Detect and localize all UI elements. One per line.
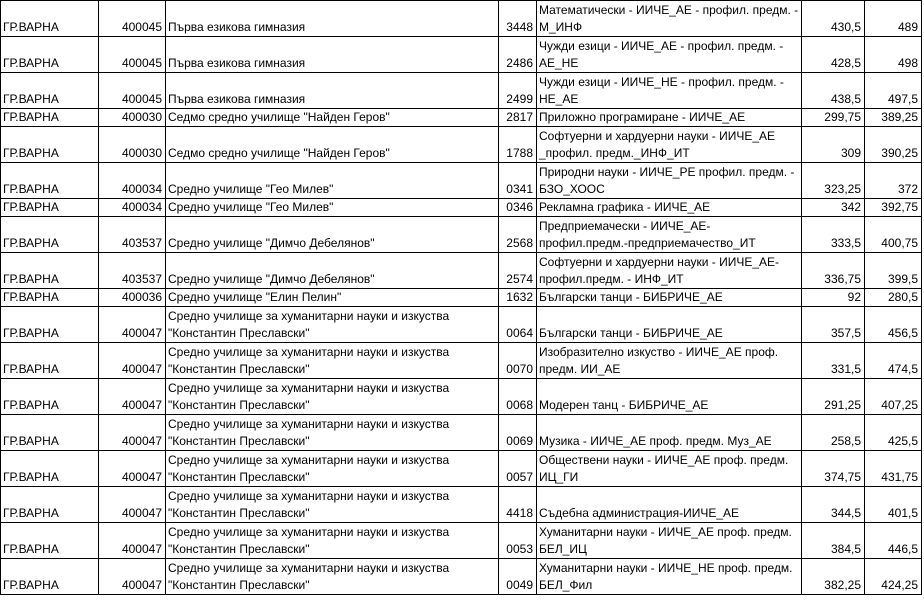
school-name-cell[interactable]: Първа езикова гимназия [166, 37, 499, 73]
school-code-cell[interactable]: 400047 [99, 343, 166, 379]
city-cell[interactable]: ГР.ВАРНА [1, 1, 99, 37]
school-name-cell[interactable]: Средно училище за хуманитарни науки и изкуства "Константин Преславски" [166, 559, 499, 595]
profile-cell[interactable]: Софтуерни и хардуерни науки - ИИЧЕ_АЕ-профил.предм. - ИНФ_ИТ [537, 253, 802, 289]
max-score-cell[interactable]: 407,25 [865, 379, 922, 415]
table-row [1, 73, 922, 109]
city-cell[interactable]: ГР.ВАРНА [1, 307, 99, 343]
school-name-cell[interactable]: Средно училище за хуманитарни науки и изкуства "Константин Преславски" [166, 343, 499, 379]
max-score-cell[interactable]: 456,5 [865, 307, 922, 343]
profile-code-cell[interactable]: 1632 [499, 289, 537, 307]
profile-code-cell[interactable]: 2817 [499, 109, 537, 127]
school-code-cell[interactable]: 400045 [99, 37, 166, 73]
school-code-cell[interactable]: 400034 [99, 163, 166, 199]
table-row [1, 217, 922, 253]
max-score-cell[interactable]: 280,5 [865, 289, 922, 307]
max-score-cell[interactable]: 400,75 [865, 217, 922, 253]
profile-cell[interactable]: Чужди езици - ИИЧЕ_АЕ - профил. предм. - АЕ_НЕ [537, 37, 802, 73]
table-row [1, 253, 922, 289]
profile-cell[interactable]: Обществени науки - ИИЧЕ_АЕ проф. предм. ИЦ_ГИ [537, 451, 802, 487]
city-cell[interactable]: ГР.ВАРНА [1, 379, 99, 415]
profile-cell[interactable]: Изобразително изкуство - ИИЧЕ_АЕ проф. предм. ИИ_АЕ [537, 343, 802, 379]
max-score-cell[interactable]: 446,5 [865, 523, 922, 559]
school-code-cell[interactable]: 400034 [99, 199, 166, 217]
school-code-cell[interactable]: 403537 [99, 217, 166, 253]
city-cell[interactable]: ГР.ВАРНА [1, 523, 99, 559]
min-score-cell[interactable]: 92 [802, 289, 865, 307]
profile-cell[interactable]: Чужди езици - ИИЧЕ_НЕ - профил. предм. - НЕ_АЕ [537, 73, 802, 109]
school-name-cell[interactable]: Средно училище "Гео Милев" [166, 199, 499, 217]
profile-code-cell[interactable]: 0346 [499, 199, 537, 217]
min-score-cell[interactable]: 331,5 [802, 343, 865, 379]
profile-code-cell[interactable]: 0049 [499, 559, 537, 595]
min-score-cell[interactable]: 258,5 [802, 415, 865, 451]
max-score-cell[interactable]: 424,25 [865, 559, 922, 595]
min-score-cell[interactable]: 357,5 [802, 307, 865, 343]
max-score-cell[interactable]: 474,5 [865, 343, 922, 379]
school-name-cell[interactable]: Средно училище за хуманитарни науки и изкуства "Константин Преславски" [166, 415, 499, 451]
school-code-cell[interactable]: 400030 [99, 109, 166, 127]
spreadsheet-body [1, 1, 922, 595]
profile-code-cell[interactable]: 3448 [499, 1, 537, 37]
city-cell[interactable]: ГР.ВАРНА [1, 343, 99, 379]
table-row [1, 379, 922, 415]
profile-code-cell[interactable]: 0068 [499, 379, 537, 415]
profile-cell[interactable]: Предприемачески - ИИЧЕ_АЕ-профил.предм.-предприемачество_ИТ [537, 217, 802, 253]
min-score-cell[interactable]: 382,25 [802, 559, 865, 595]
city-cell[interactable]: ГР.ВАРНА [1, 163, 99, 199]
school-code-cell[interactable]: 400047 [99, 379, 166, 415]
school-name-cell[interactable]: Седмо средно училище "Найден Геров" [166, 109, 499, 127]
school-name-cell[interactable]: Средно училище "Елин Пелин" [166, 289, 499, 307]
city-cell[interactable]: ГР.ВАРНА [1, 199, 99, 217]
profile-code-cell[interactable]: 0069 [499, 415, 537, 451]
school-code-cell[interactable]: 400036 [99, 289, 166, 307]
profile-code-cell[interactable]: 0070 [499, 343, 537, 379]
profile-cell[interactable]: Природни науки - ИИЧЕ_РЕ профил. предм. - БЗО_ХООС [537, 163, 802, 199]
school-name-cell[interactable]: Средно училище за хуманитарни науки и изкуства "Константин Преславски" [166, 451, 499, 487]
profile-cell[interactable]: Хуманитарни науки - ИИЧЕ_НЕ проф. предм. БЕЛ_Фил [537, 559, 802, 595]
max-score-cell[interactable]: 392,75 [865, 199, 922, 217]
min-score-cell[interactable]: 336,75 [802, 253, 865, 289]
school-code-cell[interactable]: 400047 [99, 559, 166, 595]
max-score-cell[interactable]: 498 [865, 37, 922, 73]
profile-code-cell[interactable]: 0057 [499, 451, 537, 487]
min-score-cell[interactable]: 374,75 [802, 451, 865, 487]
min-score-cell[interactable]: 309 [802, 127, 865, 163]
min-score-cell[interactable]: 291,25 [802, 379, 865, 415]
school-name-cell[interactable]: Средно училище "Димчо Дебелянов" [166, 253, 499, 289]
table-row [1, 307, 922, 343]
profile-code-cell[interactable]: 2486 [499, 37, 537, 73]
school-code-cell[interactable]: 400047 [99, 451, 166, 487]
profile-cell[interactable]: Български танци - БИБРИЧЕ_АЕ [537, 289, 802, 307]
city-cell[interactable]: ГР.ВАРНА [1, 559, 99, 595]
profile-cell[interactable]: Софтуерни и хардуерни науки - ИИЧЕ_АЕ _профил. предм._ИНФ_ИТ [537, 127, 802, 163]
max-score-cell[interactable]: 390,25 [865, 127, 922, 163]
max-score-cell[interactable]: 431,75 [865, 451, 922, 487]
profile-code-cell[interactable]: 2574 [499, 253, 537, 289]
city-cell[interactable]: ГР.ВАРНА [1, 109, 99, 127]
table-row [1, 415, 922, 451]
table-row [1, 487, 922, 523]
profile-cell[interactable]: Рекламна графика - ИИЧЕ_АЕ [537, 199, 802, 217]
school-name-cell[interactable]: Седмо средно училище "Найден Геров" [166, 127, 499, 163]
school-code-cell[interactable]: 400047 [99, 415, 166, 451]
profile-code-cell[interactable]: 1788 [499, 127, 537, 163]
school-name-cell[interactable]: Средно училище "Гео Милев" [166, 163, 499, 199]
profile-cell[interactable]: Приложно програмиране - ИИЧЕ_АЕ [537, 109, 802, 127]
profile-code-cell[interactable]: 0053 [499, 523, 537, 559]
school-name-cell[interactable]: Средно училище за хуманитарни науки и изкуства "Константин Преславски" [166, 379, 499, 415]
city-cell[interactable]: ГР.ВАРНА [1, 73, 99, 109]
table-row [1, 451, 922, 487]
min-score-cell[interactable]: 323,25 [802, 163, 865, 199]
max-score-cell[interactable]: 401,5 [865, 487, 922, 523]
school-name-cell[interactable]: Средно училище за хуманитарни науки и изкуства "Константин Преславски" [166, 307, 499, 343]
table-row [1, 559, 922, 595]
table-row [1, 523, 922, 559]
table-row [1, 127, 922, 163]
school-code-cell[interactable]: 400047 [99, 307, 166, 343]
table-row [1, 289, 922, 307]
profile-cell[interactable]: Съдебна администрация-ИИЧЕ_АЕ [537, 487, 802, 523]
school-name-cell[interactable]: Средно училище "Димчо Дебелянов" [166, 217, 499, 253]
school-code-cell[interactable]: 400047 [99, 487, 166, 523]
school-code-cell[interactable]: 403537 [99, 253, 166, 289]
city-cell[interactable]: ГР.ВАРНА [1, 451, 99, 487]
table-row [1, 109, 922, 127]
min-score-cell[interactable]: 344,5 [802, 487, 865, 523]
school-name-cell[interactable]: Първа езикова гимназия [166, 1, 499, 37]
max-score-cell[interactable]: 489 [865, 1, 922, 37]
table-row [1, 163, 922, 199]
school-code-cell[interactable]: 400030 [99, 127, 166, 163]
school-name-cell[interactable]: Средно училище за хуманитарни науки и изкуства "Константин Преславски" [166, 487, 499, 523]
profile-cell[interactable]: Хуманитарни науки - ИИЧЕ_АЕ проф. предм. БЕЛ_ИЦ [537, 523, 802, 559]
max-score-cell[interactable]: 372 [865, 163, 922, 199]
min-score-cell[interactable]: 428,5 [802, 37, 865, 73]
profile-cell[interactable]: Математически - ИИЧЕ_АЕ - профил. предм. - М_ИНФ [537, 1, 802, 37]
city-cell[interactable]: ГР.ВАРНА [1, 37, 99, 73]
min-score-cell[interactable]: 299,75 [802, 109, 865, 127]
table-row [1, 199, 922, 217]
min-score-cell[interactable]: 438,5 [802, 73, 865, 109]
max-score-cell[interactable]: 497,5 [865, 73, 922, 109]
city-cell[interactable]: ГР.ВАРНА [1, 415, 99, 451]
profile-cell[interactable]: Български танци - БИБРИЧЕ_АЕ [537, 307, 802, 343]
profile-code-cell[interactable]: 0064 [499, 307, 537, 343]
max-score-cell[interactable]: 399,5 [865, 253, 922, 289]
profile-cell[interactable]: Модерен танц - БИБРИЧЕ_АЕ [537, 379, 802, 415]
school-name-cell[interactable]: Средно училище за хуманитарни науки и изкуства "Константин Преславски" [166, 523, 499, 559]
table-row [1, 1, 922, 37]
table-row [1, 343, 922, 379]
school-code-cell[interactable]: 400045 [99, 1, 166, 37]
school-code-cell[interactable]: 400047 [99, 523, 166, 559]
school-code-cell[interactable]: 400045 [99, 73, 166, 109]
city-cell[interactable]: ГР.ВАРНА [1, 289, 99, 307]
min-score-cell[interactable]: 333,5 [802, 217, 865, 253]
profile-code-cell[interactable]: 2568 [499, 217, 537, 253]
min-score-cell[interactable]: 430,5 [802, 1, 865, 37]
min-score-cell[interactable]: 384,5 [802, 523, 865, 559]
profile-code-cell[interactable]: 2499 [499, 73, 537, 109]
school-name-cell[interactable]: Първа езикова гимназия [166, 73, 499, 109]
max-score-cell[interactable]: 425,5 [865, 415, 922, 451]
city-cell[interactable]: ГР.ВАРНА [1, 487, 99, 523]
min-score-cell[interactable]: 342 [802, 199, 865, 217]
profile-code-cell[interactable]: 0341 [499, 163, 537, 199]
profile-cell[interactable]: Музика - ИИЧЕ_АЕ проф. предм. Муз_АЕ [537, 415, 802, 451]
profile-code-cell[interactable]: 4418 [499, 487, 537, 523]
city-cell[interactable]: ГР.ВАРНА [1, 253, 99, 289]
city-cell[interactable]: ГР.ВАРНА [1, 127, 99, 163]
city-cell[interactable]: ГР.ВАРНА [1, 217, 99, 253]
table-row [1, 37, 922, 73]
max-score-cell[interactable]: 389,25 [865, 109, 922, 127]
